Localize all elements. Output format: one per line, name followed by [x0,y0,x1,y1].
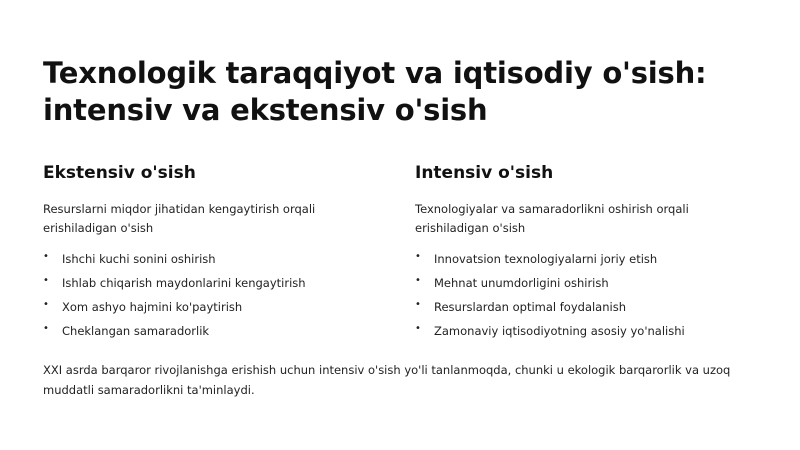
list-item-label: Mehnat unumdorligini oshirish [434,276,609,290]
list-item-label: Innovatsion texnologiyalarni joriy etish [434,252,658,266]
extensive-growth-heading: Ekstensiv o'sish [43,163,196,183]
bullet-icon: • [43,251,49,262]
intensive-growth-heading: Intensiv o'sish [415,163,554,183]
bullet-icon: • [43,275,49,286]
list-item [415,295,745,319]
list-item [43,271,373,295]
intensive-growth-description: Texnologiyalar va samaradorlikni oshirish orqali erishiladigan o'sish [415,202,689,235]
bullet-icon: • [415,275,421,286]
intensive-growth-list [415,247,745,343]
bullet-icon: • [43,299,49,310]
list-item-label: Resurslardan optimal foydalanish [434,300,626,314]
list-item [43,319,373,343]
conclusion-text: XXI asrda barqaror rivojlanishga erishish uchun intensiv o'sish yo'li tanlanmoqda, chunki u ekologik barqarorlik va uzoq muddatli samaradorlikni ta'minlaydi. [43,363,731,397]
bullet-icon: • [415,323,421,334]
list-item-label: Cheklangan samaradorlik [62,324,210,338]
extensive-growth-column [43,162,373,343]
bullet-icon: • [43,323,49,334]
page-title [43,55,763,129]
list-item [415,271,745,295]
list-item [43,247,373,271]
intensive-growth-column [415,162,745,343]
list-item [415,247,745,271]
list-item-label: Ishchi kuchi sonini oshirish [62,252,216,266]
list-item-label: Ishlab chiqarish maydonlarini kengaytirish [62,276,306,290]
list-item-label: Xom ashyo hajmini ko'paytirish [62,300,243,314]
extensive-growth-list [43,247,373,343]
title-line-2: intensiv va ekstensiv o'sish [43,93,488,127]
bullet-icon: • [415,251,421,262]
title-line-1: Texnologik taraqqiyot va iqtisodiy o'sish: [43,56,707,90]
list-item [43,295,373,319]
list-item [415,319,745,343]
bullet-icon: • [415,299,421,310]
list-item-label: Zamonaviy iqtisodiyotning asosiy yo'nalishi [434,324,685,338]
extensive-growth-description: Resurslarni miqdor jihatidan kengaytirish orqali erishiladigan o'sish [43,202,316,235]
